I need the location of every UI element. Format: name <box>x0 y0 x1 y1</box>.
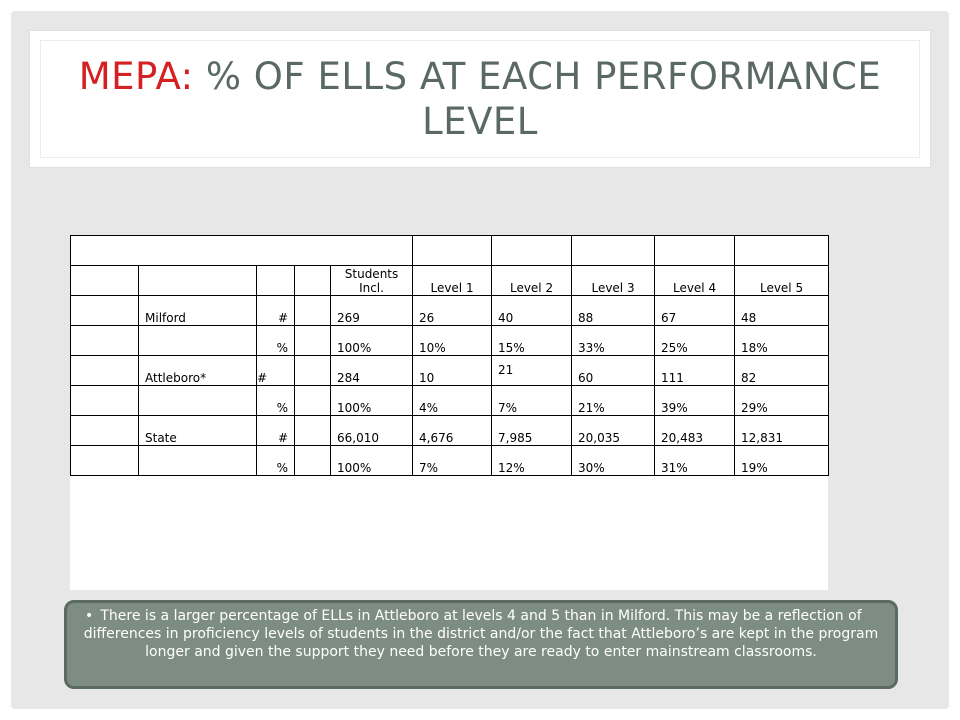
cell-level-4: 20,483 <box>655 416 735 446</box>
cell-level-1: 7% <box>413 446 492 476</box>
cell-level-5: 29% <box>735 386 829 416</box>
cell-students: 100% <box>331 326 413 356</box>
table-cell <box>295 326 331 356</box>
cell-level-2: 12% <box>492 446 572 476</box>
row-symbol: # <box>257 416 295 446</box>
row-symbol: % <box>257 446 295 476</box>
cell-level-5: 48 <box>735 296 829 326</box>
table-cell <box>572 236 655 266</box>
table-cell <box>295 416 331 446</box>
cell-level-5: 19% <box>735 446 829 476</box>
cell-level-4: 31% <box>655 446 735 476</box>
cell-level-5: 18% <box>735 326 829 356</box>
table-row-attleboro-count <box>71 356 829 386</box>
table-cell <box>71 326 139 356</box>
row-label-state: State <box>139 416 257 446</box>
table-cell <box>71 356 139 386</box>
cell-level-3: 30% <box>572 446 655 476</box>
table-cell <box>71 236 413 266</box>
summary-note-text: There is a larger percentage of ELLs in Attleboro at levels 4 and 5 than in Milford. This may be a reflection of differences in proficiency levels of students in the district and/or the fact that Attleboro’s are kept in the program longer and given the support they need before they are ready to enter mainstream classrooms. <box>83 608 879 660</box>
title-box <box>29 30 931 168</box>
row-label <box>139 446 257 476</box>
cell-level-1: 4,676 <box>413 416 492 446</box>
row-symbol: % <box>257 386 295 416</box>
cell-level-3: 21% <box>572 386 655 416</box>
table-row-attleboro-percent <box>71 386 829 416</box>
cell-level-4: 39% <box>655 386 735 416</box>
header-level-4: Level 4 <box>655 266 735 296</box>
table-cell <box>71 296 139 326</box>
table-cell <box>139 266 257 296</box>
table-cell <box>295 296 331 326</box>
cell-level-1: 26 <box>413 296 492 326</box>
cell-level-5: 82 <box>735 356 829 386</box>
cell-level-4: 111 <box>655 356 735 386</box>
row-symbol: % <box>257 326 295 356</box>
table-cell <box>295 446 331 476</box>
header-level-5: Level 5 <box>735 266 829 296</box>
table-cell <box>71 416 139 446</box>
cell-level-4: 25% <box>655 326 735 356</box>
table-cell <box>492 236 572 266</box>
row-label-milford: Milford <box>139 296 257 326</box>
cell-level-2: 40 <box>492 296 572 326</box>
row-symbol: # <box>257 296 295 326</box>
header-level-1: Level 1 <box>413 266 492 296</box>
cell-students: 284 <box>331 356 413 386</box>
row-label-attleboro: Attleboro* <box>139 356 257 386</box>
cell-students: 269 <box>331 296 413 326</box>
cell-level-3: 60 <box>572 356 655 386</box>
cell-level-4: 67 <box>655 296 735 326</box>
data-table <box>70 235 829 476</box>
cell-level-3: 20,035 <box>572 416 655 446</box>
slide-title <box>70 54 890 144</box>
title-inner-frame <box>40 40 920 158</box>
table-header-row <box>71 266 829 296</box>
cell-level-1: 10 <box>413 356 492 386</box>
table-cell <box>71 386 139 416</box>
cell-level-1: 4% <box>413 386 492 416</box>
table-cell <box>71 446 139 476</box>
table-cell <box>71 266 139 296</box>
header-level-3: Level 3 <box>572 266 655 296</box>
table-cell <box>295 356 331 386</box>
row-label <box>139 386 257 416</box>
title-accent: MEPA: <box>78 55 194 98</box>
summary-note-box <box>64 600 898 689</box>
header-level-2: Level 2 <box>492 266 572 296</box>
cell-students: 100% <box>331 446 413 476</box>
title-rest: % OF ELLS AT EACH PERFORMANCE LEVEL <box>193 55 882 143</box>
table-cell <box>413 236 492 266</box>
header-students-incl: Students Incl. <box>331 266 413 296</box>
table-cell <box>735 236 829 266</box>
table-empty-top-row <box>71 236 829 266</box>
table-row-milford-count <box>71 296 829 326</box>
cell-students: 100% <box>331 386 413 416</box>
cell-students: 66,010 <box>331 416 413 446</box>
table-row-state-percent <box>71 446 829 476</box>
data-table-container <box>70 235 828 590</box>
table-cell <box>655 236 735 266</box>
cell-level-1: 10% <box>413 326 492 356</box>
cell-level-2: 21 <box>492 356 572 386</box>
bullet-icon: • <box>85 608 94 624</box>
cell-level-2: 15% <box>492 326 572 356</box>
table-row-milford-percent <box>71 326 829 356</box>
cell-level-5: 12,831 <box>735 416 829 446</box>
table-cell <box>257 266 295 296</box>
table-cell <box>295 266 331 296</box>
cell-level-3: 33% <box>572 326 655 356</box>
cell-level-2: 7% <box>492 386 572 416</box>
row-symbol: # <box>257 356 295 386</box>
row-label <box>139 326 257 356</box>
table-row-state-count <box>71 416 829 446</box>
cell-level-3: 88 <box>572 296 655 326</box>
table-cell <box>295 386 331 416</box>
cell-level-2: 7,985 <box>492 416 572 446</box>
